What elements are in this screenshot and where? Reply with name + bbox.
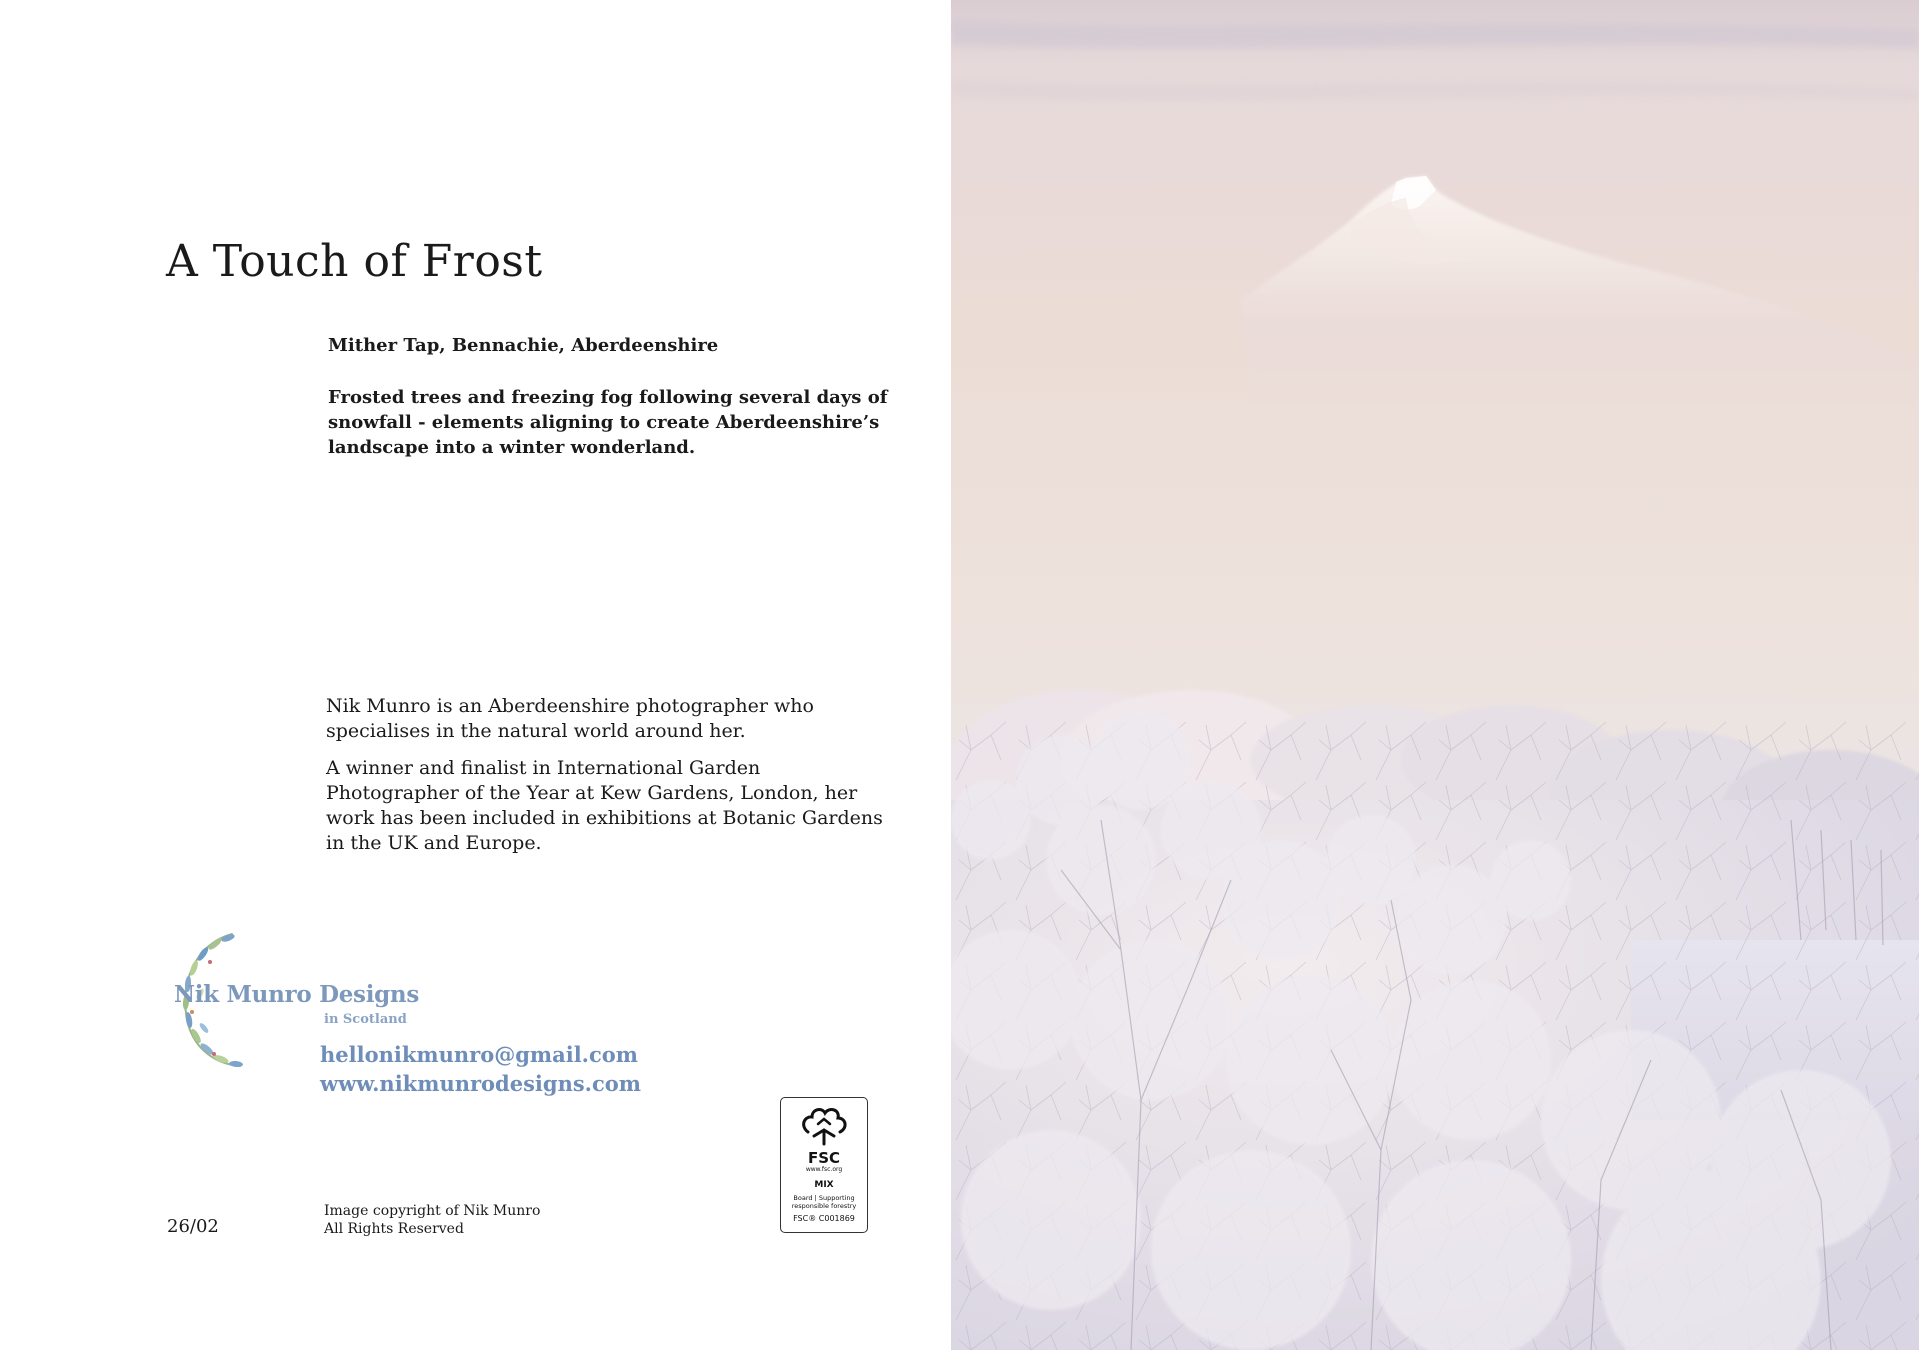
fsc-code: FSC® C001869 — [793, 1214, 855, 1223]
fsc-url: www.fsc.org — [805, 1166, 843, 1173]
fsc-text-line: Board | Supporting — [793, 1194, 855, 1202]
card-title: A Touch of Frost — [166, 236, 543, 287]
photographer-bio — [326, 694, 886, 868]
contact-website[interactable]: www.nikmunrodesigns.com — [320, 1071, 641, 1096]
bio-paragraph: Nik Munro is an Aberdeenshire photographer who specialises in the natural world around her. — [326, 695, 814, 742]
landscape-photo-image — [951, 0, 1919, 1350]
bio-paragraph: A winner and finalist in International Garden Photographer of the Year at Kew Gardens, London, her work has been included in exhibitions at Botanic Gardens in the UK and Europe. — [326, 757, 883, 854]
copyright-notice — [324, 1202, 540, 1238]
photo-description: Frosted trees and freezing fog following several days of snowfall - elements aligning to create Aberdeenshire’s landscape into a winter wonderland. — [328, 387, 888, 458]
fsc-tree-icon — [798, 1106, 850, 1146]
contact-email[interactable]: hellonikmunro@gmail.com — [320, 1042, 639, 1067]
catalog-number: 26/02 — [167, 1216, 219, 1237]
text-panel — [0, 0, 951, 1350]
copyright-line: All Rights Reserved — [324, 1221, 464, 1237]
fsc-text-line: responsible forestry — [791, 1202, 857, 1210]
photo-location: Mither Tap, Bennachie, Aberdeenshire — [328, 335, 719, 356]
fsc-badge — [780, 1097, 868, 1233]
fsc-text — [781, 1194, 867, 1210]
landscape-photo — [951, 0, 1919, 1350]
brand-subtitle: in Scotland — [324, 1012, 407, 1027]
brand-name: Nik Munro Designs — [174, 981, 419, 1008]
fsc-label: FSC — [807, 1149, 841, 1167]
fsc-mix: MIX — [814, 1180, 834, 1190]
copyright-line: Image copyright of Nik Munro — [324, 1203, 541, 1219]
